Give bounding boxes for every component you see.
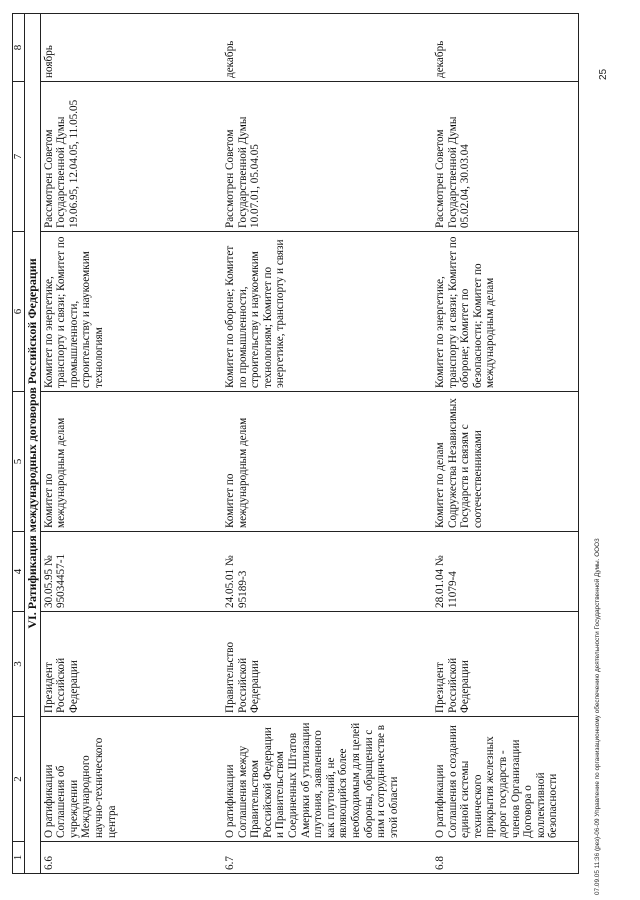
- col-header-7: 7: [13, 82, 25, 232]
- row-number: 6.8: [432, 842, 578, 874]
- row-status: Рассмотрен Советом Государственной Думы 10.07.01, 05.04.05: [222, 82, 432, 232]
- row-month: декабрь: [222, 14, 432, 82]
- row-author: Президент Российской Федерации: [432, 612, 578, 717]
- row-number: 6.7: [222, 842, 432, 874]
- col-header-4: 4: [13, 532, 25, 612]
- row-number: 6.6: [40, 842, 222, 874]
- col-header-8: 8: [13, 14, 25, 82]
- table-row: [432, 14, 578, 874]
- row-author: Правительство Российской Федерации: [222, 612, 432, 717]
- row-registration: 24.05.01 № 95189-3: [222, 532, 432, 612]
- row-status: Рассмотрен Советом Государственной Думы 05.02.04, 30.03.04: [432, 82, 578, 232]
- row-author: Президент Российской Федерации: [40, 612, 222, 717]
- table-row: [40, 14, 222, 874]
- row-co-committees: Комитет по энергетике, транспорту и связи; Комитет по промышленности, строительству и наукоемким технологиям: [40, 232, 222, 392]
- row-committee: Комитет по делам Содружества Независимых Государств и связям с соотечественниками: [432, 392, 578, 532]
- row-committee: Комитет по международным делам: [40, 392, 222, 532]
- plan-table: [12, 13, 579, 874]
- column-number-row: [13, 14, 25, 874]
- row-registration: 28.01.04 № 11079-4: [432, 532, 578, 612]
- row-month: ноябрь: [40, 14, 222, 82]
- row-status: Рассмотрен Советом Государственной Думы 19.06.95, 12.04.05, 11.05.05: [40, 82, 222, 232]
- table-row: [222, 14, 432, 874]
- row-committee: Комитет по международным делам: [222, 392, 432, 532]
- rotated-table-container: [12, 14, 582, 874]
- row-title: О ратификации Соглашения о создании единой системы технического прикрытия железных дорог государств - членов Организации Договора о коллективной безопасности: [432, 717, 578, 842]
- col-header-5: 5: [13, 392, 25, 532]
- page-number: 25: [598, 68, 609, 80]
- row-title: О ратификации Соглашения об учреждении Международного научно-технического центра: [40, 717, 222, 842]
- section-row: [25, 14, 41, 874]
- row-month: декабрь: [432, 14, 578, 82]
- col-header-6: 6: [13, 232, 25, 392]
- row-title: О ратификации Соглашения между Правительством Российской Федерации и Правительством Соединенных Штатов Америки об утилизации плутония, заявленного как плутоний, не являющийся более необходимым для целей обороны, обращении с ним и сотрудничестве в этой области: [222, 717, 432, 842]
- row-registration: 30.05.95 № 95034457-1: [40, 532, 222, 612]
- col-header-2: 2: [13, 717, 25, 842]
- row-co-committees: Комитет по обороне; Комитет по промышленности, строительству и наукоемким технологиям; Комитет по энергетике, транспорту и связи: [222, 232, 432, 392]
- col-header-1: 1: [13, 842, 25, 874]
- page-footer: 07.09.05 11:36 (рез)-06-09 Управление по организационному обеспечению деятельности Государственной Думы. ООО3: [594, 538, 601, 895]
- col-header-3: 3: [13, 612, 25, 717]
- section-title: VI. Ратификация международных договоров Российской Федерации: [25, 14, 41, 874]
- row-co-committees: Комитет по энергетике, транспорту и связи; Комитет по обороне; Комитет по безопасности; Комитет по международным делам: [432, 232, 578, 392]
